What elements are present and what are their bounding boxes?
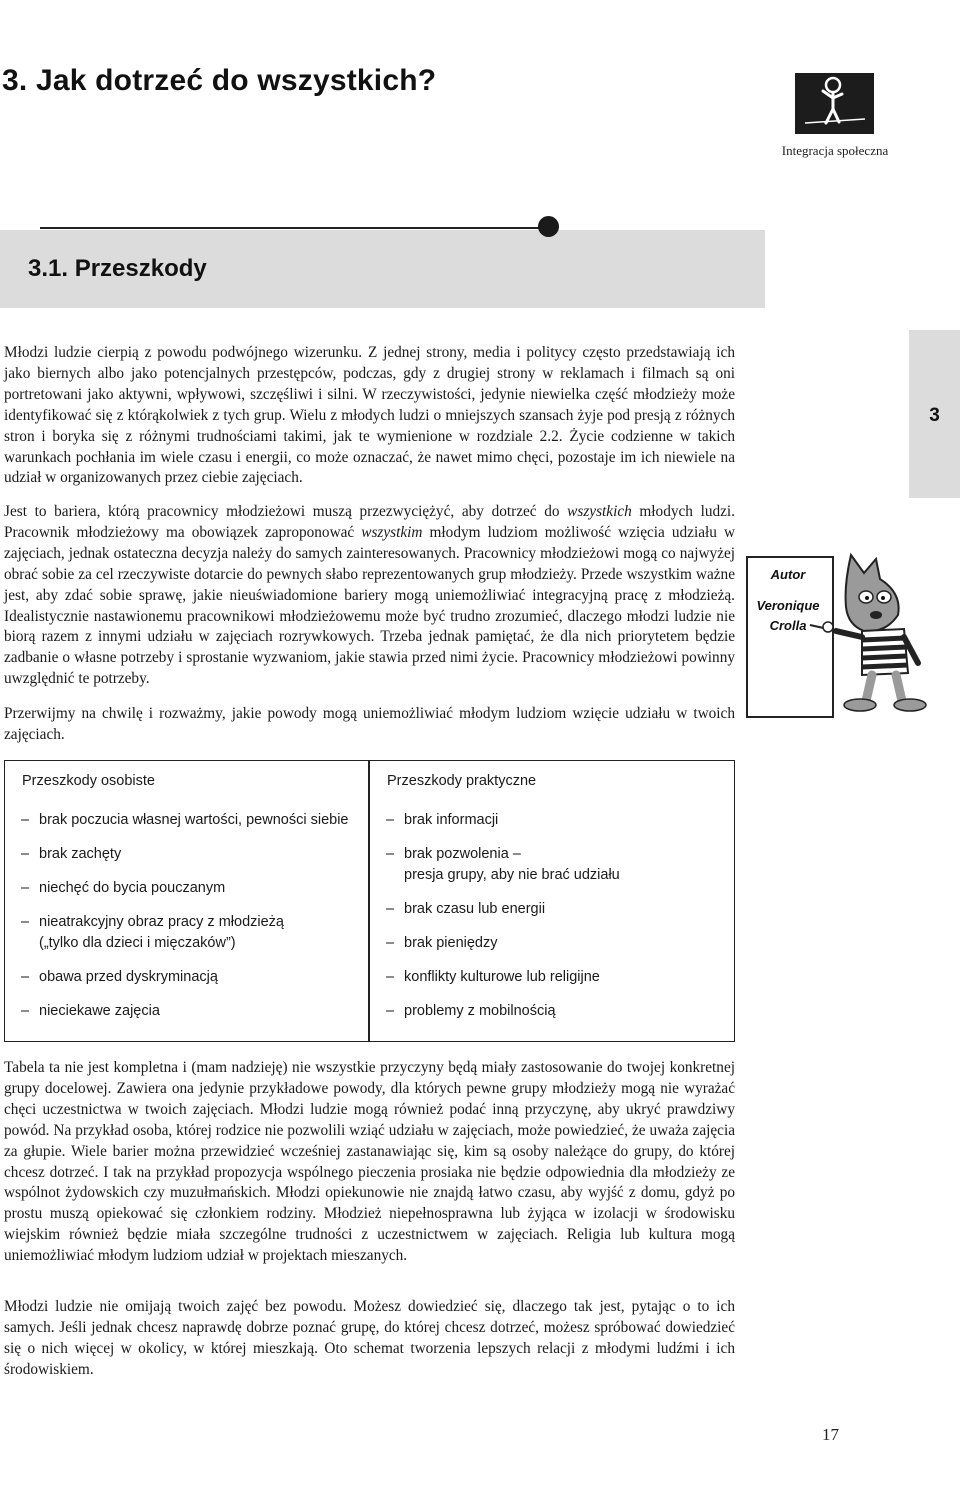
- author-name: Veronique Crolla: [756, 598, 820, 633]
- paragraph-barrier-part-c: młodym ludziom możliwość wzięcia udziału w zajęciach, jednak ostateczna decyzja należy do samych zainteresowanych. Pracownicy młodzieżowi mogą co najwyżej obrać sobie za cel rzeczywiste dotarcie do pewnych słabo reprezentowanych grup młodzieży. Przede wszystkim ważne jest, aby zdać sobie sprawę, jakie nieuświadomione bariery mogą uniemożliwiać integracyjną pracę z młodzieżą. Idealistycznie nastawionemu pracownikowi młodzieżowemu może być trudno zrozumieć, dlaczego młodzi ludzie nie biorą razem z innymi udziału w zajęciach rozrywkowych. Trzeba jednak pamiętać, że dla nich priorytetem będzie zadbanie o własne potrzeby i sprostanie wyzwaniom, jakie stawia przed nimi życie. Pracownicy młodzieżowi powinny uwzględnić te potrzeby.: [4, 523, 735, 688]
- paragraph-barrier-part-a: Jest to bariera, którą pracownicy młodzieżowi muszą przezwyciężyć, aby dotrzeć do: [4, 503, 568, 520]
- paragraph-barrier-emphasis-1: wszystkich: [567, 503, 632, 520]
- obstacles-table-divider: [368, 760, 370, 1042]
- list-item: – nieatrakcyjny obraz pracy z młodzieżą: [22, 912, 362, 933]
- list-item: – niechęć do bycia pouczanym: [22, 878, 362, 899]
- section-bullet-icon: [538, 216, 559, 237]
- paragraph-reasons: Młodzi ludzie nie omijają twoich zajęć bez powodu. Możesz dowiedzieć się, dlaczego tak jest, pytając o to ich samych. Jeśli jednak chcesz naprawdę dobrze poznać grupę, do której chcesz dotrzeć, możesz spróbować dowiedzieć się o nich więcej w okolicy, w której mieszkają. Oto schemat tworzenia lepszych relacji z młodymi ludźmi i ich środowiskiem.: [4, 1298, 735, 1378]
- section-rule: [40, 227, 547, 229]
- chapter-title: 3. Jak dotrzeć do wszystkich?: [2, 64, 437, 97]
- personal-obstacles-column: [22, 773, 362, 1022]
- list-item: – nieciekawe zajęcia: [22, 1001, 362, 1022]
- practical-obstacles-header: Przeszkody praktyczne: [387, 773, 537, 789]
- wolf-cartoon-icon: [806, 545, 936, 717]
- paragraph-intro: Młodzi ludzie cierpią z powodu podwójnego wizerunku. Z jednej strony, media i politycy często przedstawiają ich jako biernych albo jako potencjalnych przestępców, podczas, gdy z drugiej strony w reklamach i filmach są oni portretowani jako aktywni, wpływowi, szczęśliwi i silni. W rzeczywistości, jedynie niewielka część młodzieży może identyfikować się z którąkolwiek z tych grup. Wielu z młodych ludzi o mniejszych szansach żyje pod presją z różnych stron i boryka się z różnymi trudnościami takimi, jak te wymienione w rozdziale 2.2. Życie codzienne w takich warunkach pochłania im wiele czasu i energii, co może oznaczać, że nawet mimo chęci, pozostaje im ich niewiele na udział w organizowanych przez ciebie zajęciach.: [4, 344, 735, 487]
- list-item: – brak czasu lub energii: [387, 899, 727, 920]
- section-title: 3.1. Przeszkody: [28, 255, 207, 282]
- page-number: 17: [822, 1425, 839, 1444]
- list-item: – brak zachęty: [22, 844, 362, 865]
- personal-obstacles-header: Przeszkody osobiste: [22, 773, 155, 789]
- list-item: – konflikty kulturowe lub religijne: [387, 967, 727, 988]
- list-item: – brak informacji: [387, 810, 727, 831]
- chapter-side-tab-number: 3: [929, 405, 940, 426]
- paragraph-barrier-emphasis-2: wszystkim: [361, 523, 423, 541]
- figure-climbing-icon: [795, 73, 874, 134]
- list-item: – brak poczucia własnej wartości, pewności siebie: [22, 810, 362, 831]
- list-item-continuation: („tylko dla dzieci i mięczaków”): [39, 935, 236, 951]
- list-item: – brak pieniędzy: [387, 933, 727, 954]
- paragraph-table-note: Tabela ta nie jest kompletna i (mam nadzieję) nie wszystkie przyczyny będą miały zastosowanie do twojej konkretnej grupy docelowej. Zawiera ona jedynie przykładowe powody, dla których pewne grupy młodzieży mogą nie wyrażać chęci uczestnictwa w twoich zajęciach. Młodzi ludzie mogą również podać inną przyczynę, aby ukryć prawdziwy powód. Na przykład osoba, której rodzice nie pozwolili wziąć udziału w zajęciach, może powiedzieć, że uważa zajęcia za głupie. Wiele barier można przewidzieć wcześniej zastanawiając się, kim są osoby należące do grupy, do której chcesz dotrzeć. I tak na przykład propozycja wspólnego pieczenia prosiaka nie będzie odpowiednia dla młodzieży ze wspólnot żydowskich czy muzułmańskich. Młodzi opiekunowie nie znajdą łatwo czasu, aby wyjść z domu, gdyż po prostu muszą opiekować się członkiem rodziny. Młodzież niepełnosprawna lub żyjąca w izolacji w środowisku wiejskim również będzie miała szczególne trudności z uczestnictwem w zajęciach. Religia lub kultura mogą uniemożliwiać młodym ludziom udział w projektach mieszanych.: [4, 1059, 735, 1265]
- paragraph-pause: Przerwijmy na chwilę i rozważmy, jakie powody mogą uniemożliwiać młodym ludziom wzięcie udziału w twoich zajęciach.: [4, 705, 735, 743]
- list-item-continuation: presja grupy, aby nie brać udziału: [404, 867, 620, 883]
- list-item: – problemy z mobilnością: [387, 1001, 727, 1022]
- list-item: – obawa przed dyskryminacją: [22, 967, 362, 988]
- logo-caption: Integracja społeczna: [781, 143, 889, 158]
- author-label: Autor: [770, 567, 806, 582]
- list-item: – brak pozwolenia –: [387, 844, 727, 865]
- paragraph-barrier: [4, 502, 735, 690]
- paragraph-barrier-part-b: młodych ludzi. Pracownik młodzieżowy ma obowiązek zaproponować: [4, 503, 735, 541]
- practical-obstacles-column: [387, 773, 727, 1022]
